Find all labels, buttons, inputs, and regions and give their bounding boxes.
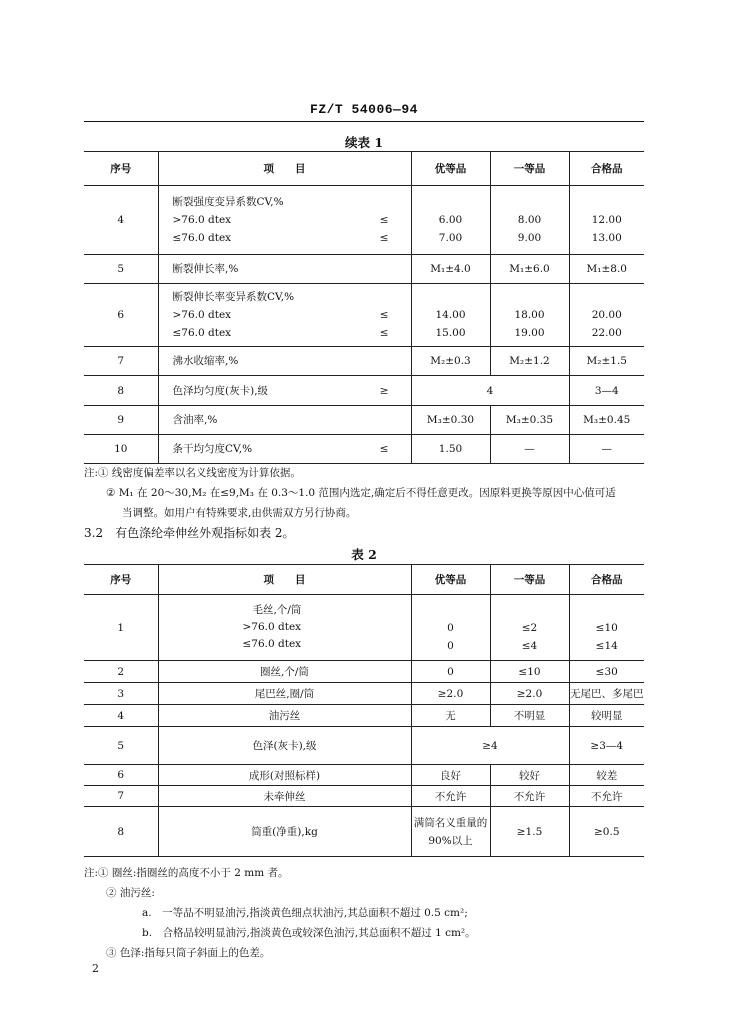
section-number: 3.2 <box>84 526 104 540</box>
value-cell: 较差 <box>569 765 644 786</box>
note-1: ① 圈丝:指圈丝的高度不小于 2 mm 者。 <box>98 867 289 879</box>
value: ≤14 <box>595 639 618 652</box>
table2-header-row <box>84 565 644 595</box>
value-cell <box>490 595 569 661</box>
col-header-no: 序号 <box>84 565 158 595</box>
table-row <box>84 255 644 284</box>
sub-symbol: ≤ <box>379 327 389 339</box>
note-2: ② M₁ 在 20～30,M₂ 在≤9,M₃ 在 0.3～1.0 范围内选定,确定后不得任意更改。因原料更换等原因中心值可适 <box>106 487 616 499</box>
item-label: 色泽均匀度(灰卡),级 <box>172 384 269 397</box>
value-cell: ≤30 <box>569 661 644 683</box>
value-cell: 不允许 <box>411 786 490 807</box>
value: 0 <box>447 621 454 634</box>
row-no: 7 <box>84 786 158 807</box>
row-no: 2 <box>84 661 158 683</box>
col-header-qualified: 合格品 <box>569 565 644 595</box>
item-label: 沸水收缩率,% <box>172 355 239 367</box>
table2-notes <box>84 864 476 962</box>
value-cell <box>569 284 644 347</box>
value: 6.00 <box>438 214 463 226</box>
value: 8.00 <box>517 214 542 226</box>
value-cell: ≥3—4 <box>569 727 644 765</box>
value-cell <box>490 284 569 347</box>
value-cell: M₁±8.0 <box>569 255 644 284</box>
value-cell <box>411 595 490 661</box>
value-cell: 不明显 <box>490 705 569 727</box>
value: 90%以上 <box>428 834 473 847</box>
item-symbol: ≥ <box>379 384 389 397</box>
value-cell: M₁±6.0 <box>490 255 569 284</box>
value-cell <box>411 186 490 255</box>
table2-caption: 表 2 <box>351 547 377 562</box>
col-header-no: 序号 <box>84 152 158 186</box>
value: 0 <box>447 639 454 652</box>
sub-label: >76.0 dtex <box>242 621 302 633</box>
row-item: 未牵伸丝 <box>158 786 411 807</box>
row-no: 7 <box>84 347 158 376</box>
value: 18.00 <box>514 309 545 321</box>
value: ≤4 <box>521 639 538 652</box>
value-cell: 0 <box>411 661 490 683</box>
sub-label: ≤76.0 dtex <box>242 638 302 650</box>
table-row <box>84 284 644 347</box>
value-cell <box>569 186 644 255</box>
table-row <box>84 765 644 786</box>
row-item: 筒重(净重),kg <box>158 807 411 857</box>
value: 22.00 <box>591 327 622 339</box>
row-no: 6 <box>84 284 158 347</box>
value-cell: M₂±1.5 <box>569 347 644 376</box>
value: ≤2 <box>521 621 538 634</box>
col-header-first: 一等品 <box>490 152 569 186</box>
sub-label: >76.0 dtex <box>172 214 232 226</box>
item-title: 断裂强度变异系数CV,% <box>172 196 284 208</box>
value-cell: 3—4 <box>569 376 644 406</box>
value-cell: M₁±4.0 <box>411 255 490 284</box>
row-item <box>158 186 411 255</box>
note-3: ③ 色泽:指每只筒子斜面上的色差。 <box>106 947 271 959</box>
item-title: 毛丝,个/筒 <box>252 604 302 616</box>
note-1: ① 线密度偏差率以名义线密度为计算依据。 <box>98 467 301 479</box>
note-2a: a. 一等品不明显油污,指淡黄色细点状油污,其总面积不超过 0.5 cm²; <box>142 907 468 919</box>
item-label: 断裂伸长率,% <box>172 263 239 275</box>
value: 15.00 <box>435 327 466 339</box>
row-no: 3 <box>84 683 158 705</box>
table2 <box>84 564 644 857</box>
sub-symbol: ≤ <box>379 214 389 226</box>
value-cell-merged: 4 <box>411 376 569 406</box>
value: 满筒名义重量的 <box>413 816 488 829</box>
note-2: ② 油污丝: <box>106 887 155 899</box>
value: 19.00 <box>514 327 545 339</box>
row-item: 油污丝 <box>158 705 411 727</box>
col-header-qualified: 合格品 <box>569 152 644 186</box>
table-row <box>84 683 644 705</box>
value-cell: 无尾巴、多尾巴 <box>569 683 644 705</box>
value: 12.00 <box>591 214 622 226</box>
row-item <box>158 376 411 406</box>
sub-symbol: ≤ <box>379 309 389 321</box>
header-rule <box>84 121 644 122</box>
sub-label: ≤76.0 dtex <box>172 327 232 339</box>
table1-notes <box>84 465 616 522</box>
col-header-premium: 优等品 <box>411 152 490 186</box>
sub-label: >76.0 dtex <box>172 309 232 321</box>
value-cell: 不允许 <box>490 786 569 807</box>
row-no: 8 <box>84 807 158 857</box>
row-item <box>158 595 411 661</box>
value-cell: ≥1.5 <box>490 807 569 857</box>
row-item <box>158 435 411 464</box>
table-row <box>84 376 644 406</box>
row-no: 4 <box>84 705 158 727</box>
page-number: 2 <box>92 962 99 975</box>
value: ≤10 <box>595 621 618 634</box>
table-row <box>84 435 644 464</box>
value: 13.00 <box>591 232 622 244</box>
table-row <box>84 727 644 765</box>
table1 <box>84 151 644 464</box>
sub-label: ≤76.0 dtex <box>172 232 232 244</box>
row-no: 6 <box>84 765 158 786</box>
row-item <box>158 255 411 284</box>
value-cell: — <box>569 435 644 464</box>
note-prefix: 注: <box>84 867 99 879</box>
table-row <box>84 705 644 727</box>
row-item <box>158 284 411 347</box>
row-no: 10 <box>84 435 158 464</box>
standard-number: FZ/T 54006—94 <box>310 102 418 117</box>
value-cell: 良好 <box>411 765 490 786</box>
table-row <box>84 661 644 683</box>
sub-symbol: ≤ <box>379 232 389 244</box>
value-cell: 1.50 <box>411 435 490 464</box>
value-cell <box>411 807 490 857</box>
value-cell: ≥2.0 <box>411 683 490 705</box>
col-header-first: 一等品 <box>490 565 569 595</box>
col-header-item: 项 目 <box>158 565 411 595</box>
table-row <box>84 786 644 807</box>
table-row <box>84 406 644 435</box>
table-row <box>84 186 644 255</box>
table1-header-row <box>84 152 644 186</box>
value-cell: ≥2.0 <box>490 683 569 705</box>
col-header-item: 项 目 <box>158 152 411 186</box>
section-text: 有色涤纶牵伸丝外观指标如表 2。 <box>115 526 295 540</box>
value-cell <box>490 186 569 255</box>
item-symbol: ≤ <box>379 443 389 455</box>
row-item: 尾巴丝,圈/筒 <box>158 683 411 705</box>
table1-caption: 续表 1 <box>344 135 384 150</box>
col-header-premium: 优等品 <box>411 565 490 595</box>
row-item <box>158 347 411 376</box>
value-cell: M₃±0.45 <box>569 406 644 435</box>
item-label: 含油率,% <box>172 414 218 426</box>
item-title: 断裂伸长率变异系数CV,% <box>172 291 295 303</box>
value: 14.00 <box>435 309 466 321</box>
value: 20.00 <box>591 309 622 321</box>
value-cell: — <box>490 435 569 464</box>
row-item: 色泽(灰卡),级 <box>158 727 411 765</box>
row-no: 5 <box>84 727 158 765</box>
row-no: 1 <box>84 595 158 661</box>
row-item <box>158 406 411 435</box>
value-cell <box>411 284 490 347</box>
row-item: 圈丝,个/筒 <box>158 661 411 683</box>
value-cell: M₂±0.3 <box>411 347 490 376</box>
note-2b: b. 合格品较明显油污,指淡黄色或较深色油污,其总面积不超过 1 cm²。 <box>142 927 476 939</box>
row-no: 9 <box>84 406 158 435</box>
note-2-cont: 当调整。如用户有特殊要求,由供需双方另行协商。 <box>122 507 357 519</box>
value-cell: M₂±1.2 <box>490 347 569 376</box>
value-cell-merged: ≥4 <box>411 727 569 765</box>
value-cell: 不允许 <box>569 786 644 807</box>
value-cell: 无 <box>411 705 490 727</box>
row-no: 4 <box>84 186 158 255</box>
table-row <box>84 807 644 857</box>
value-cell: M₃±0.35 <box>490 406 569 435</box>
item-label: 条干均匀度CV,% <box>172 443 253 455</box>
value-cell: M₃±0.30 <box>411 406 490 435</box>
row-no: 8 <box>84 376 158 406</box>
value-cell: ≤10 <box>490 661 569 683</box>
value: 7.00 <box>438 232 463 244</box>
row-item: 成形(对照标样) <box>158 765 411 786</box>
value: 9.00 <box>517 232 542 244</box>
row-no: 5 <box>84 255 158 284</box>
note-prefix: 注: <box>84 467 99 479</box>
value-cell: 较好 <box>490 765 569 786</box>
table-row <box>84 347 644 376</box>
section-3-2 <box>84 524 295 541</box>
value-cell: ≥0.5 <box>569 807 644 857</box>
table-row <box>84 595 644 661</box>
value-cell <box>569 595 644 661</box>
value-cell: 较明显 <box>569 705 644 727</box>
